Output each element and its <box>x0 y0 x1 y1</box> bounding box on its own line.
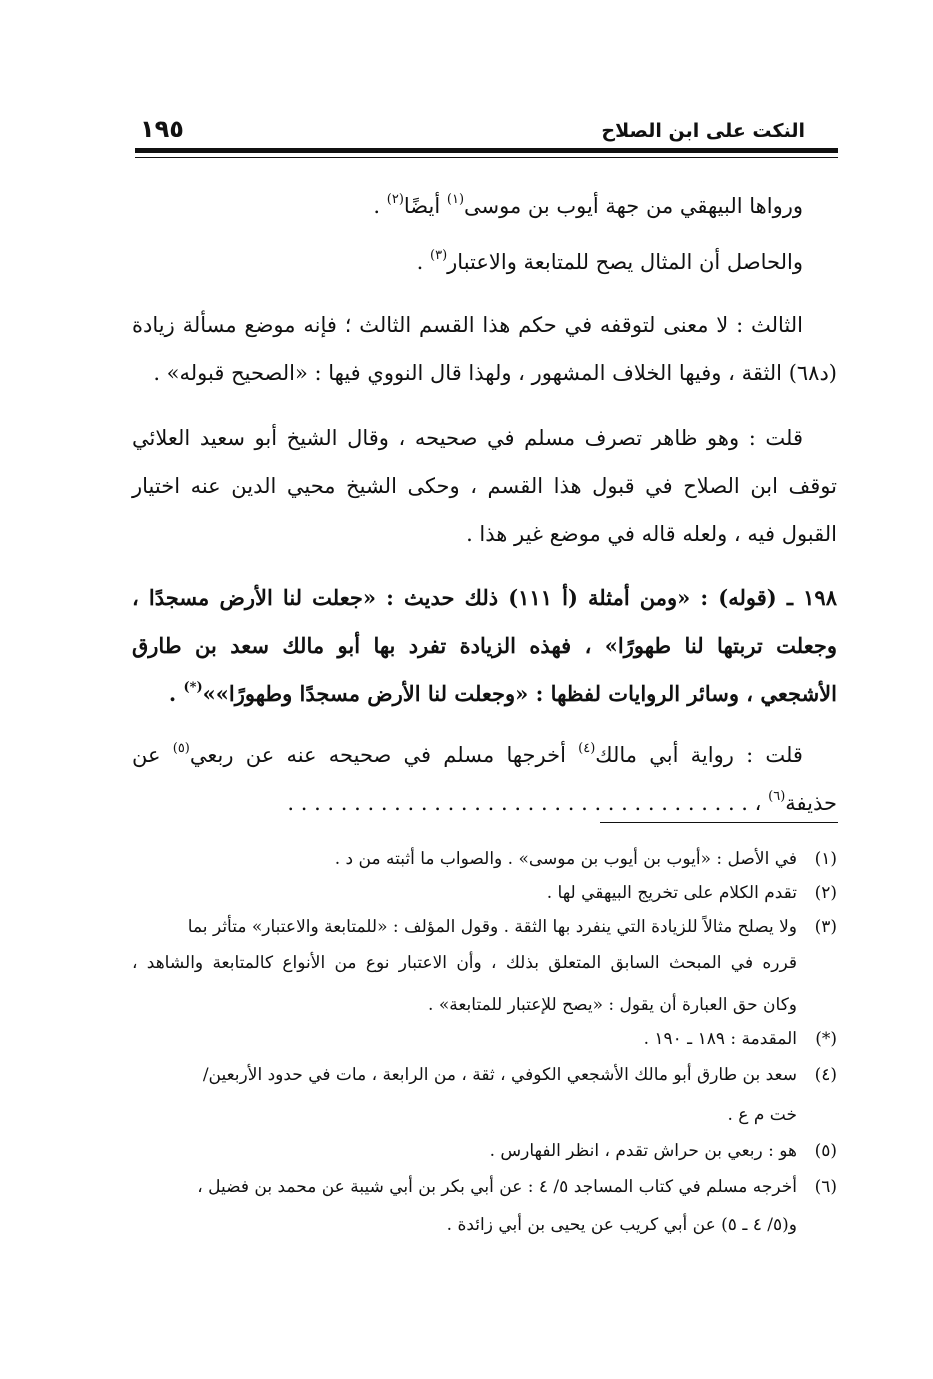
footnote-5: (٥)هو : ربعي بن حراش تقدم ، انظر الفهارس . <box>489 1141 837 1161</box>
footnote-ref-3: (٣) <box>430 248 448 263</box>
body-line-5: قلت : وهو ظاهر تصرف مسلم في صحيحه ، وقال الشيخ أبو سعيد العلائي <box>132 426 803 450</box>
footnote-ref-5: (٥) <box>172 741 190 756</box>
body-line-3: الثالث : لا معنى لتوقفه في حكم هذا القسم الثالث ؛ فإنه موضع مسألة زيادة <box>132 313 803 337</box>
footnote-1: (١)في الأصل : «أيوب بن أيوب بن موسى» . والصواب ما أثبته من د . <box>334 849 837 869</box>
body-line-12: حذيفة$^{(٦)}$ ، . . . . . . . . . . . . . . . . . . . . . . . . . . . . . . . . . . . <box>287 789 837 815</box>
footnote-ref-1: (١) <box>446 192 465 207</box>
header-rule-thick <box>135 148 838 153</box>
footnote-2: (٢)تقدم الكلام على تخريج البيهقي لها . <box>546 883 837 903</box>
ellipsis-filler: . . . . . . . . . . . . . . . . . . . . . . . . . . . . . . . . . . . <box>287 791 748 815</box>
body-line-1: ورواها البيهقي من جهة أيوب بن موسى$^{(١)}$ أيضًا$^{(٢)}$ . <box>373 192 803 218</box>
footnote-ref-star: (*) <box>183 680 203 695</box>
page-number: ١٩٥ <box>140 115 184 143</box>
body-line-7: القبول فيه ، ولعله قاله في موضع غير هذا . <box>466 522 837 546</box>
footnote-3-cont-2: وكان حق العبارة أن يقول : «يصح للإعتبار للمتابعة» . <box>428 995 797 1015</box>
footnote-ref-4: (٤) <box>578 741 596 756</box>
body-line-6: توقف ابن الصلاح في قبول هذا القسم ، وحكى الشيخ محيي الدين عنه اختيار <box>132 474 837 498</box>
footnote-6-cont: و(٥/ ٤ ـ ٥) عن أبي كريب عن يحيى بن أبي زائدة . <box>446 1215 797 1235</box>
footnote-separator <box>600 822 838 823</box>
footnote-4-cont: خت م ع . <box>727 1105 797 1125</box>
footnote-6: (٦)أخرجه مسلم في كتاب المساجد ٥/ ٤ : عن أبي بكر بن أبي شيبة عن محمد بن فضيل ، <box>197 1177 837 1197</box>
body-line-2: والحاصل أن المثال يصح للمتابعة والاعتبار$^{(٣)}$ . <box>416 248 803 274</box>
footnote-3: (٣)ولا يصلح مثالاً للزيادة التي ينفرد بها الثقة . وقول المؤلف : «للمتابعة والاعتبار» متأثر بما <box>187 917 837 937</box>
footnote-ref-6: (٦) <box>768 789 786 804</box>
footnote-star: (*)المقدمة : ١٨٩ ـ ١٩٠ . <box>643 1029 837 1049</box>
body-line-11: قلت : رواية أبي مالك$^{(٤)}$ أخرجها مسلم في صحيحه عنه عن ربعي$^{(٥)}$ عن <box>132 741 803 767</box>
body-line-8: ١٩٨ ـ (قوله) : «ومن أمثلة (أ ١١١) ذلك حديث : «جعلت لنا الأرض مسجدًا ، <box>132 585 837 610</box>
body-line-9: وجعلت تربتها لنا طهورًا» ، فهذه الزيادة تفرد بها أبو مالك سعد بن طارق <box>132 633 837 658</box>
header-rule-thin <box>135 157 838 158</box>
running-header-title: النكت على ابن الصلاح <box>601 120 805 142</box>
footnote-4: (٤)سعد بن طارق أبو مالك الأشجعي الكوفي ، ثقة ، من الرابعة ، مات في حدود الأربعين/ <box>202 1065 837 1085</box>
body-line-10: الأشجعي ، وسائر الروايات لفظها : «وجعلت لنا الأرض مسجدًا وطهورًا»»(*) . <box>168 680 837 706</box>
body-line-4: (د٦٨) الثقة ، وفيها الخلاف المشهور ، ولهذا قال النووي فيها : «الصحيح قبوله» . <box>153 361 837 385</box>
footnote-ref-2: (٢) <box>386 192 404 207</box>
footnote-3-cont-1: قرره في المبحث السابق المتعلق بذلك ، وأن الاعتبار نوع من الأنواع كالمتابعة والشاهد ، <box>132 953 797 973</box>
